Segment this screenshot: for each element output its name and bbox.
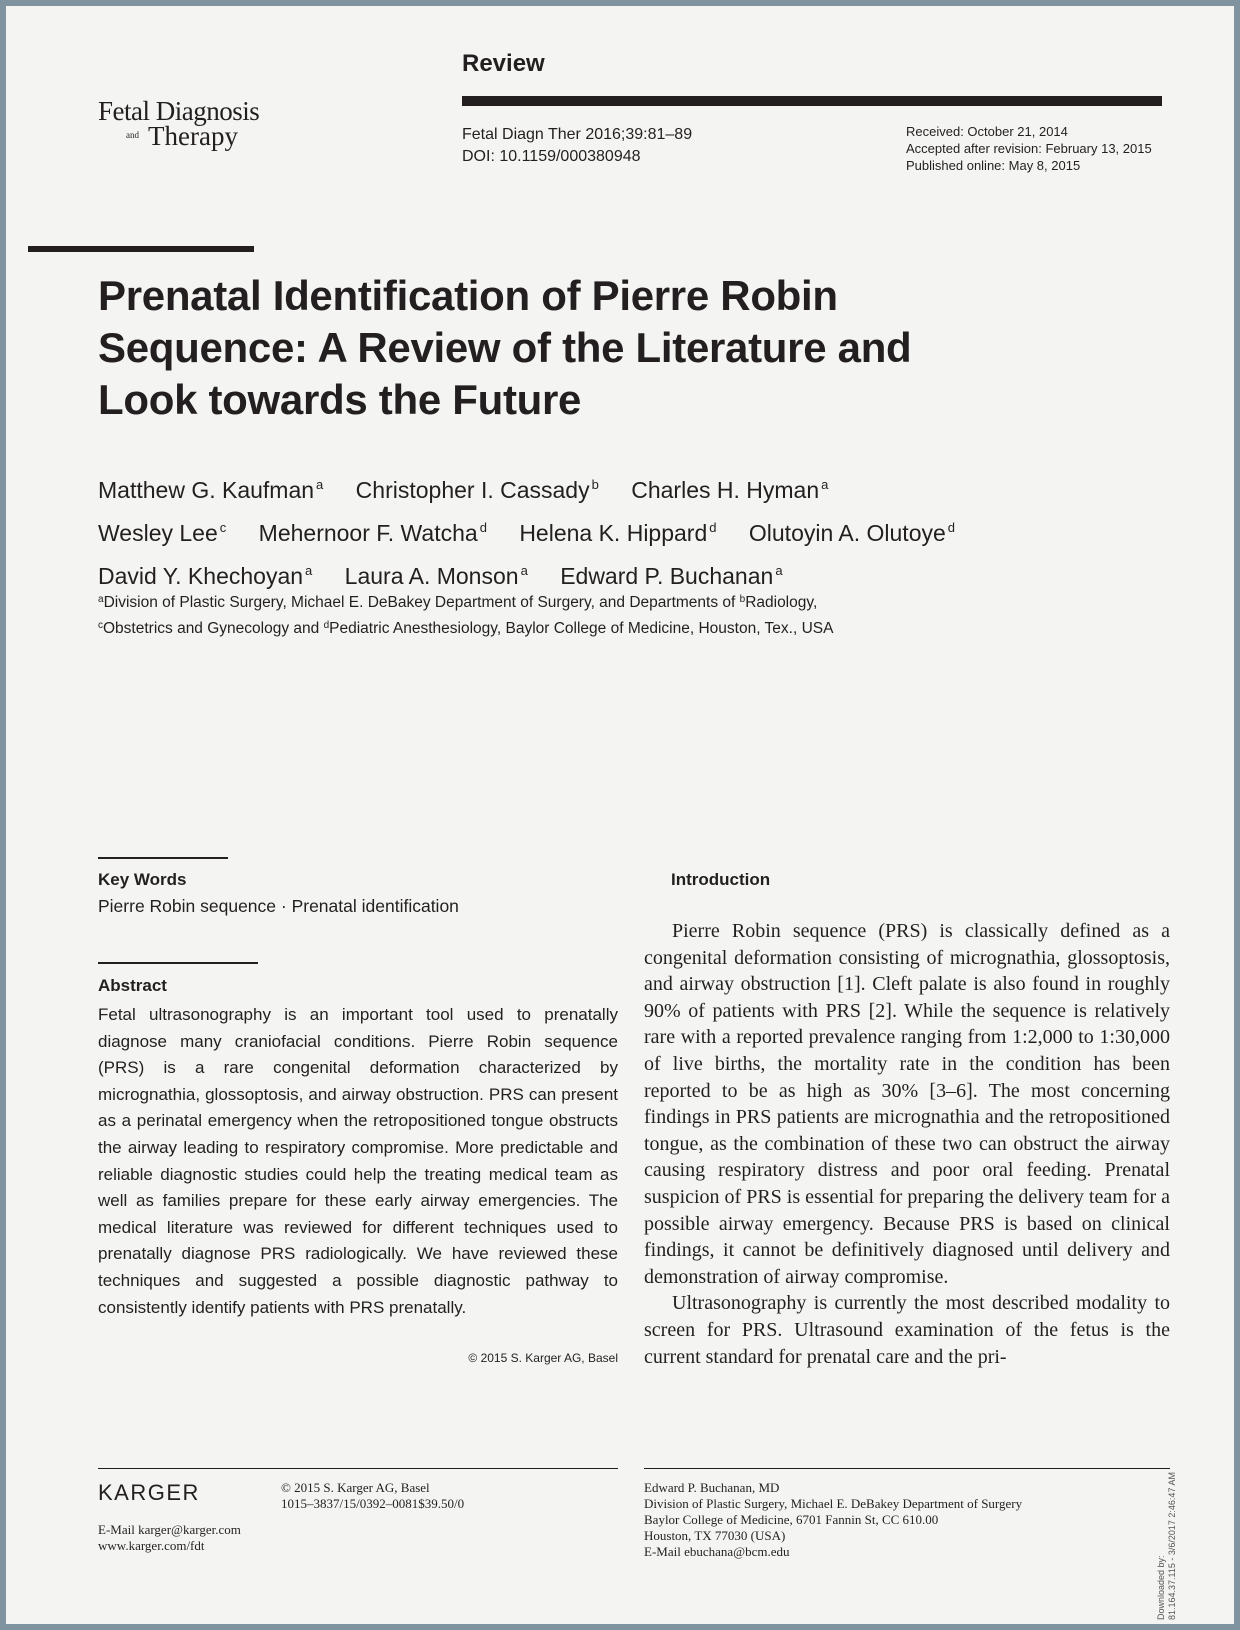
title-rule	[28, 246, 254, 252]
correspondence-name: Edward P. Buchanan, MD	[644, 1480, 780, 1495]
header-rule	[462, 96, 1162, 106]
author: Matthew G. Kaufman $^a$	[98, 477, 324, 503]
author: Laura A. Monson $^a$	[344, 563, 528, 589]
article-page	[6, 6, 1234, 1624]
introduction-paragraph: Ultrasonography is currently the most described modality to screen for PRS. Ultrasound examination of the fetus is the current standard for prenatal care and the pri-	[644, 1292, 1170, 1368]
footer-rule-right	[644, 1468, 1170, 1469]
journal-logo-therapy: Therapy	[148, 121, 238, 151]
author: Olutoyin A. Olutoye $^d$	[748, 520, 956, 546]
footer-rule-left	[98, 1468, 618, 1469]
journal-logo-and: and	[126, 130, 139, 140]
footer-copyright: © 2015 S. Karger AG, Basel	[281, 1480, 430, 1495]
journal-logo-line1: Fetal Diagnosis	[98, 96, 260, 126]
publisher-email[interactable]: E-Mail karger@karger.com	[98, 1522, 241, 1537]
correspondence-address	[644, 1480, 1022, 1560]
title-line-2: Sequence: A Review of the Literature and	[98, 324, 912, 371]
published-date: Published online: May 8, 2015	[906, 158, 1081, 173]
download-stamp: Downloaded by: 81.164.37.115 - 3/6/2017 2:46:47 AM	[1156, 1472, 1177, 1620]
journal-citation: Fetal Diagn Ther 2016;39:81–89	[462, 126, 693, 143]
journal-logo-line2	[126, 121, 259, 151]
article-title	[98, 270, 1018, 426]
abstract-heading: Abstract	[98, 976, 167, 995]
introduction-body	[644, 918, 1170, 1370]
section-label: Review	[462, 50, 545, 77]
correspondence-email[interactable]: E-Mail ebuchana@bcm.edu	[644, 1544, 790, 1559]
correspondence-dept: Division of Plastic Surgery, Michael E. DeBakey Department of Surgery	[644, 1496, 1023, 1511]
journal-logo	[98, 98, 259, 150]
keywords-text: Pierre Robin sequence · Prenatal identification	[98, 896, 459, 916]
title-line-1: Prenatal Identification of Pierre Robin	[98, 272, 838, 319]
correspondence-city: Houston, TX 77030 (USA)	[644, 1528, 786, 1543]
publisher-info	[281, 1480, 464, 1512]
affiliation-line-1: $^a$Division of Plastic Surgery, Michael E. DeBakey Department of Surgery, and Departments of $^b$Radiology,	[98, 594, 818, 611]
footer-issn: 1015–3837/15/0392–0081$39.50/0	[281, 1496, 465, 1511]
publisher-logo: KARGER	[98, 1480, 200, 1505]
abstract-text: Fetal ultrasonography is an important tool used to prenatally diagnose many craniofacial conditions. Pierre Robin sequence (PRS) is a rare congenital deformation characterized by micrognathia, glossoptosis, and airway obstruction. PRS can present as a perinatal emergency when the retropositioned tongue obstructs the airway leading to respiratory compromise. More predictable and reliable diagnostic studies could help the treating medical team as well as families prepare for these early airway emergencies. The medical literature was reviewed for different techniques used to prenatally diagnose PRS radiologically. We have reviewed these techniques and suggested a possible diagnostic pathway to consistently identify patients with PRS prenatally.	[98, 1005, 618, 1317]
title-line-3: Look towards the Future	[98, 376, 582, 423]
correspondence-address-line: Baylor College of Medicine, 6701 Fannin St, CC 610.00	[644, 1512, 939, 1527]
publisher-website[interactable]: www.karger.com/fdt	[98, 1538, 205, 1553]
author: Christopher I. Cassady $^b$	[355, 477, 599, 503]
accepted-date: Accepted after revision: February 13, 2015	[906, 141, 1152, 156]
abstract-copyright: © 2015 S. Karger AG, Basel	[468, 1351, 618, 1365]
affiliation-line-2: $^c$Obstetrics and Gynecology and $^d$Pediatric Anesthesiology, Baylor College of Medicine, Houston, Tex., USA	[98, 620, 834, 637]
author: Edward P. Buchanan $^a$	[560, 563, 783, 589]
author: Mehernoor F. Watcha $^d$	[258, 520, 487, 546]
author: Helena K. Hippard $^d$	[519, 520, 717, 546]
abstract-rule	[98, 962, 258, 964]
author: Wesley Lee $^c$	[98, 520, 227, 546]
keywords-rule	[98, 857, 228, 859]
doi: DOI: 10.1159/000380948	[462, 148, 641, 165]
author: Charles H. Hyman $^a$	[631, 477, 829, 503]
publication-dates	[906, 123, 1152, 174]
keywords-heading: Key Words	[98, 870, 187, 889]
publisher-contact	[98, 1522, 241, 1554]
author-list	[98, 466, 1058, 595]
introduction-paragraph: Pierre Robin sequence (PRS) is classically defined as a congenital deformation consisting of micrognathia, glossoptosis, and airway obstruction [1]. Cleft palate is also found in roughly 90% of patients with PRS [2]. While the sequence is relatively rare with a reported prevalence ranging from 1:2,000 to 1:30,000 of live births, the mortality rate in the condition has been reported to be as high as 30% [3–6]. The most concerning findings in PRS patients are micrognathia and the retropositioned tongue, as the combination of these two can obstruct the airway causing respiratory distress and poor oral feeding. Prenatal suspicion of PRS is essential for preparing the delivery team for a possible airway emergency. Because PRS is based on clinical findings, it cannot be definitively diagnosed until delivery and demonstration of airway compromise.	[644, 920, 1170, 1288]
citation-block	[462, 124, 692, 168]
introduction-heading: Introduction	[671, 870, 771, 889]
affiliations	[98, 588, 998, 640]
author: David Y. Khechoyan $^a$	[98, 563, 313, 589]
received-date: Received: October 21, 2014	[906, 124, 1068, 139]
